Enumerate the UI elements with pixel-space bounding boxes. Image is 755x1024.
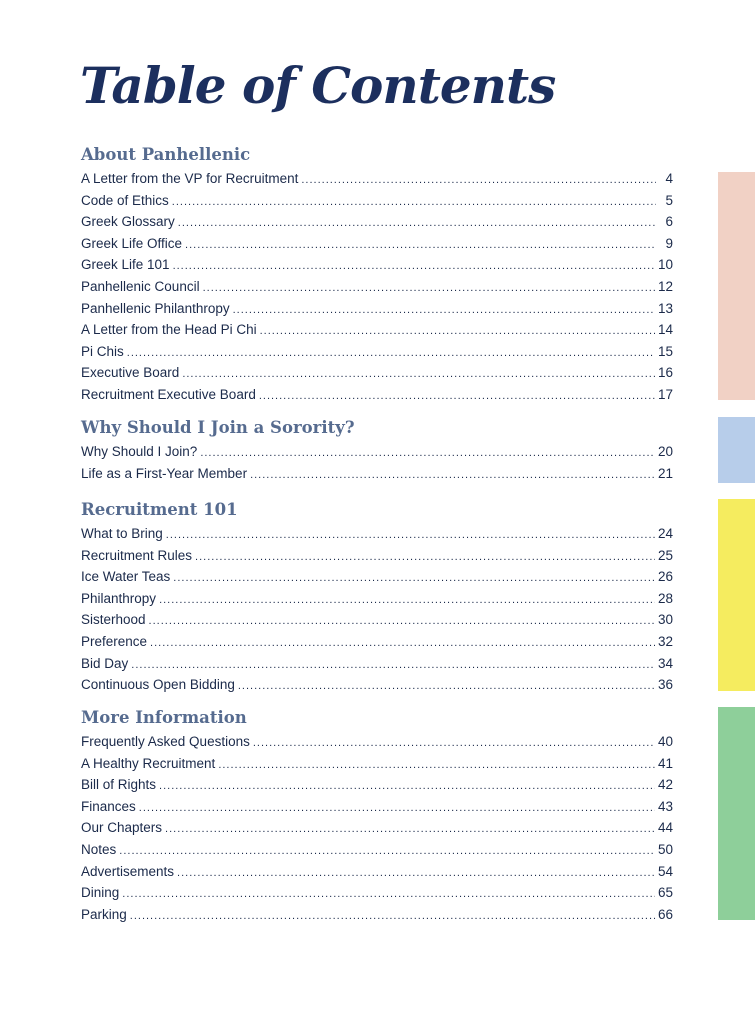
dot-leader <box>238 676 655 698</box>
toc-entry-page-number: 21 <box>657 465 673 481</box>
dot-leader <box>149 611 655 633</box>
toc-entry-label: Pi Chis <box>81 343 124 359</box>
toc-entry-page-number: 32 <box>657 633 673 649</box>
toc-entry[interactable] <box>81 319 673 341</box>
toc-entry-page-number: 65 <box>657 885 673 901</box>
toc-entry[interactable] <box>81 631 673 653</box>
dot-leader <box>250 465 655 487</box>
toc-entry[interactable] <box>81 362 673 384</box>
color-tab-recruitment-101 <box>718 499 755 691</box>
toc-entry[interactable] <box>81 861 673 883</box>
toc-entry[interactable] <box>81 653 673 675</box>
toc-entry-page-number: 28 <box>657 590 673 606</box>
toc-entry-label: Parking <box>81 906 127 922</box>
toc-entry-page-number: 44 <box>657 820 673 836</box>
toc-entry-label: Executive Board <box>81 365 180 381</box>
toc-entry[interactable] <box>81 463 673 485</box>
dot-leader <box>218 755 655 777</box>
toc-entry-page-number: 41 <box>657 755 673 771</box>
toc-entry-page-number: 16 <box>657 365 673 381</box>
toc-entry[interactable] <box>81 276 673 298</box>
toc-entry[interactable] <box>81 233 673 255</box>
toc-entry-page-number: 4 <box>665 171 673 186</box>
toc-entry-page-number: 12 <box>657 278 673 294</box>
dot-leader <box>131 655 655 677</box>
toc-entry-label: Our Chapters <box>81 820 163 836</box>
toc-entry-page-number: 66 <box>657 906 673 922</box>
dot-leader <box>182 364 655 386</box>
section-more-information <box>81 705 673 925</box>
dot-leader <box>159 590 655 612</box>
toc-entry-page-number: 5 <box>665 192 673 208</box>
dot-leader <box>233 300 655 322</box>
toc-entry-page-number: 25 <box>657 547 673 563</box>
toc-entry[interactable] <box>81 211 673 233</box>
toc-entry-label: Code of Ethics <box>81 192 169 208</box>
dot-leader <box>150 633 655 655</box>
dot-leader <box>119 841 655 863</box>
section-heading: Recruitment 101 <box>81 500 238 519</box>
dot-leader <box>301 170 656 192</box>
toc-entry[interactable] <box>81 753 673 775</box>
toc-entry-page-number: 43 <box>657 798 673 814</box>
section-heading: About Panhellenic <box>81 145 251 164</box>
dot-leader <box>178 213 656 235</box>
toc-entry-page-number: 26 <box>657 569 673 585</box>
dot-leader <box>253 733 655 755</box>
section-heading: Why Should I Join a Sorority? <box>81 418 355 437</box>
toc-entry-page-number: 20 <box>657 444 673 459</box>
color-tab-about-panhellenic <box>718 172 755 400</box>
toc-entry[interactable] <box>81 774 673 796</box>
toc-entry-page-number: 14 <box>657 322 673 338</box>
dot-leader <box>130 906 655 928</box>
dot-leader <box>185 235 656 257</box>
toc-entry-page-number: 42 <box>657 777 673 793</box>
toc-entry[interactable] <box>81 674 673 696</box>
toc-entry-page-number: 24 <box>657 526 673 541</box>
dot-leader <box>177 863 655 885</box>
toc-entry[interactable] <box>81 588 673 610</box>
toc-entry-label: Advertisements <box>81 863 175 879</box>
dot-leader <box>139 798 655 820</box>
toc-entry-page-number: 54 <box>657 863 673 879</box>
toc-entry-label: Why Should I Join? <box>81 444 198 459</box>
toc-entry-label: A Healthy Recruitment <box>81 755 216 771</box>
toc-entry-page-number: 30 <box>657 612 673 628</box>
toc-entry-page-number: 36 <box>657 677 673 693</box>
toc-entry-label: Panhellenic Philanthropy <box>81 300 230 316</box>
dot-leader <box>127 343 655 365</box>
toc-entry[interactable] <box>81 523 673 545</box>
toc-entry[interactable] <box>81 190 673 212</box>
toc-entry[interactable] <box>81 731 673 753</box>
toc-entry[interactable] <box>81 168 673 190</box>
dot-leader <box>195 547 655 569</box>
dot-leader <box>173 568 655 590</box>
toc-entry[interactable] <box>81 566 673 588</box>
toc-entry-label: Dining <box>81 885 120 901</box>
toc-entry-label: Finances <box>81 798 136 814</box>
dot-leader <box>260 321 655 343</box>
toc-entry-label: Greek Life Office <box>81 235 183 251</box>
section-why-join <box>81 415 673 484</box>
dot-leader <box>165 819 655 841</box>
toc-entry-label: Panhellenic Council <box>81 278 200 294</box>
dot-leader <box>203 278 655 300</box>
toc-entry[interactable] <box>81 298 673 320</box>
toc-entry-page-number: 6 <box>665 214 673 230</box>
toc-entry-label: Greek Glossary <box>81 214 175 230</box>
dot-leader <box>173 256 655 278</box>
toc-entry-label: A Letter from the Head Pi Chi <box>81 322 257 338</box>
toc-entry-label: Life as a First-Year Member <box>81 465 248 481</box>
toc-entry-label: Preference <box>81 633 148 649</box>
dot-leader <box>166 525 655 547</box>
section-about-panhellenic <box>81 142 673 406</box>
toc-entry-label: Recruitment Rules <box>81 547 193 563</box>
dot-leader <box>172 192 656 214</box>
toc-entry[interactable] <box>81 609 673 631</box>
toc-entry[interactable] <box>81 882 673 904</box>
toc-entry[interactable] <box>81 441 673 463</box>
toc-entry-page-number: 34 <box>657 655 673 671</box>
toc-entry-page-number: 40 <box>657 734 673 749</box>
color-tab-more-information <box>718 707 755 920</box>
toc-entry-label: Continuous Open Bidding <box>81 677 235 693</box>
dot-leader <box>159 776 655 798</box>
toc-entry-label: Frequently Asked Questions <box>81 734 250 749</box>
section-recruitment-101 <box>81 497 673 696</box>
toc-entry-label: Greek Life 101 <box>81 257 170 273</box>
dot-leader <box>122 884 655 906</box>
toc-entry-label: Ice Water Teas <box>81 569 171 585</box>
toc-entry-label: A Letter from the VP for Recruitment <box>81 171 299 186</box>
toc-entry-page-number: 15 <box>657 343 673 359</box>
section-heading: More Information <box>81 708 247 727</box>
toc-entry[interactable] <box>81 341 673 363</box>
toc-entry[interactable] <box>81 254 673 276</box>
toc-entry-page-number: 10 <box>657 257 673 273</box>
color-tab-why-join <box>718 417 755 483</box>
toc-entry[interactable] <box>81 384 673 406</box>
toc-entry-page-number: 50 <box>657 841 673 857</box>
toc-entry-label: Notes <box>81 841 117 857</box>
toc-entry[interactable] <box>81 839 673 861</box>
toc-entry-label: Sisterhood <box>81 612 146 628</box>
toc-entry-label: Philanthropy <box>81 590 157 606</box>
toc-entry[interactable] <box>81 817 673 839</box>
toc-entry[interactable] <box>81 904 673 926</box>
toc-entry-label: Recruitment Executive Board <box>81 386 256 402</box>
toc-entry-label: Bid Day <box>81 655 129 671</box>
page-title: Table of Contents <box>80 56 556 115</box>
toc-entry-page-number: 13 <box>657 300 673 316</box>
toc-entry-page-number: 17 <box>657 386 673 402</box>
toc-entry[interactable] <box>81 545 673 567</box>
dot-leader <box>259 386 655 408</box>
toc-entry-label: Bill of Rights <box>81 777 157 793</box>
dot-leader <box>200 443 655 465</box>
toc-entry[interactable] <box>81 796 673 818</box>
toc-entry-page-number: 9 <box>665 235 673 251</box>
toc-entry-label: What to Bring <box>81 526 163 541</box>
